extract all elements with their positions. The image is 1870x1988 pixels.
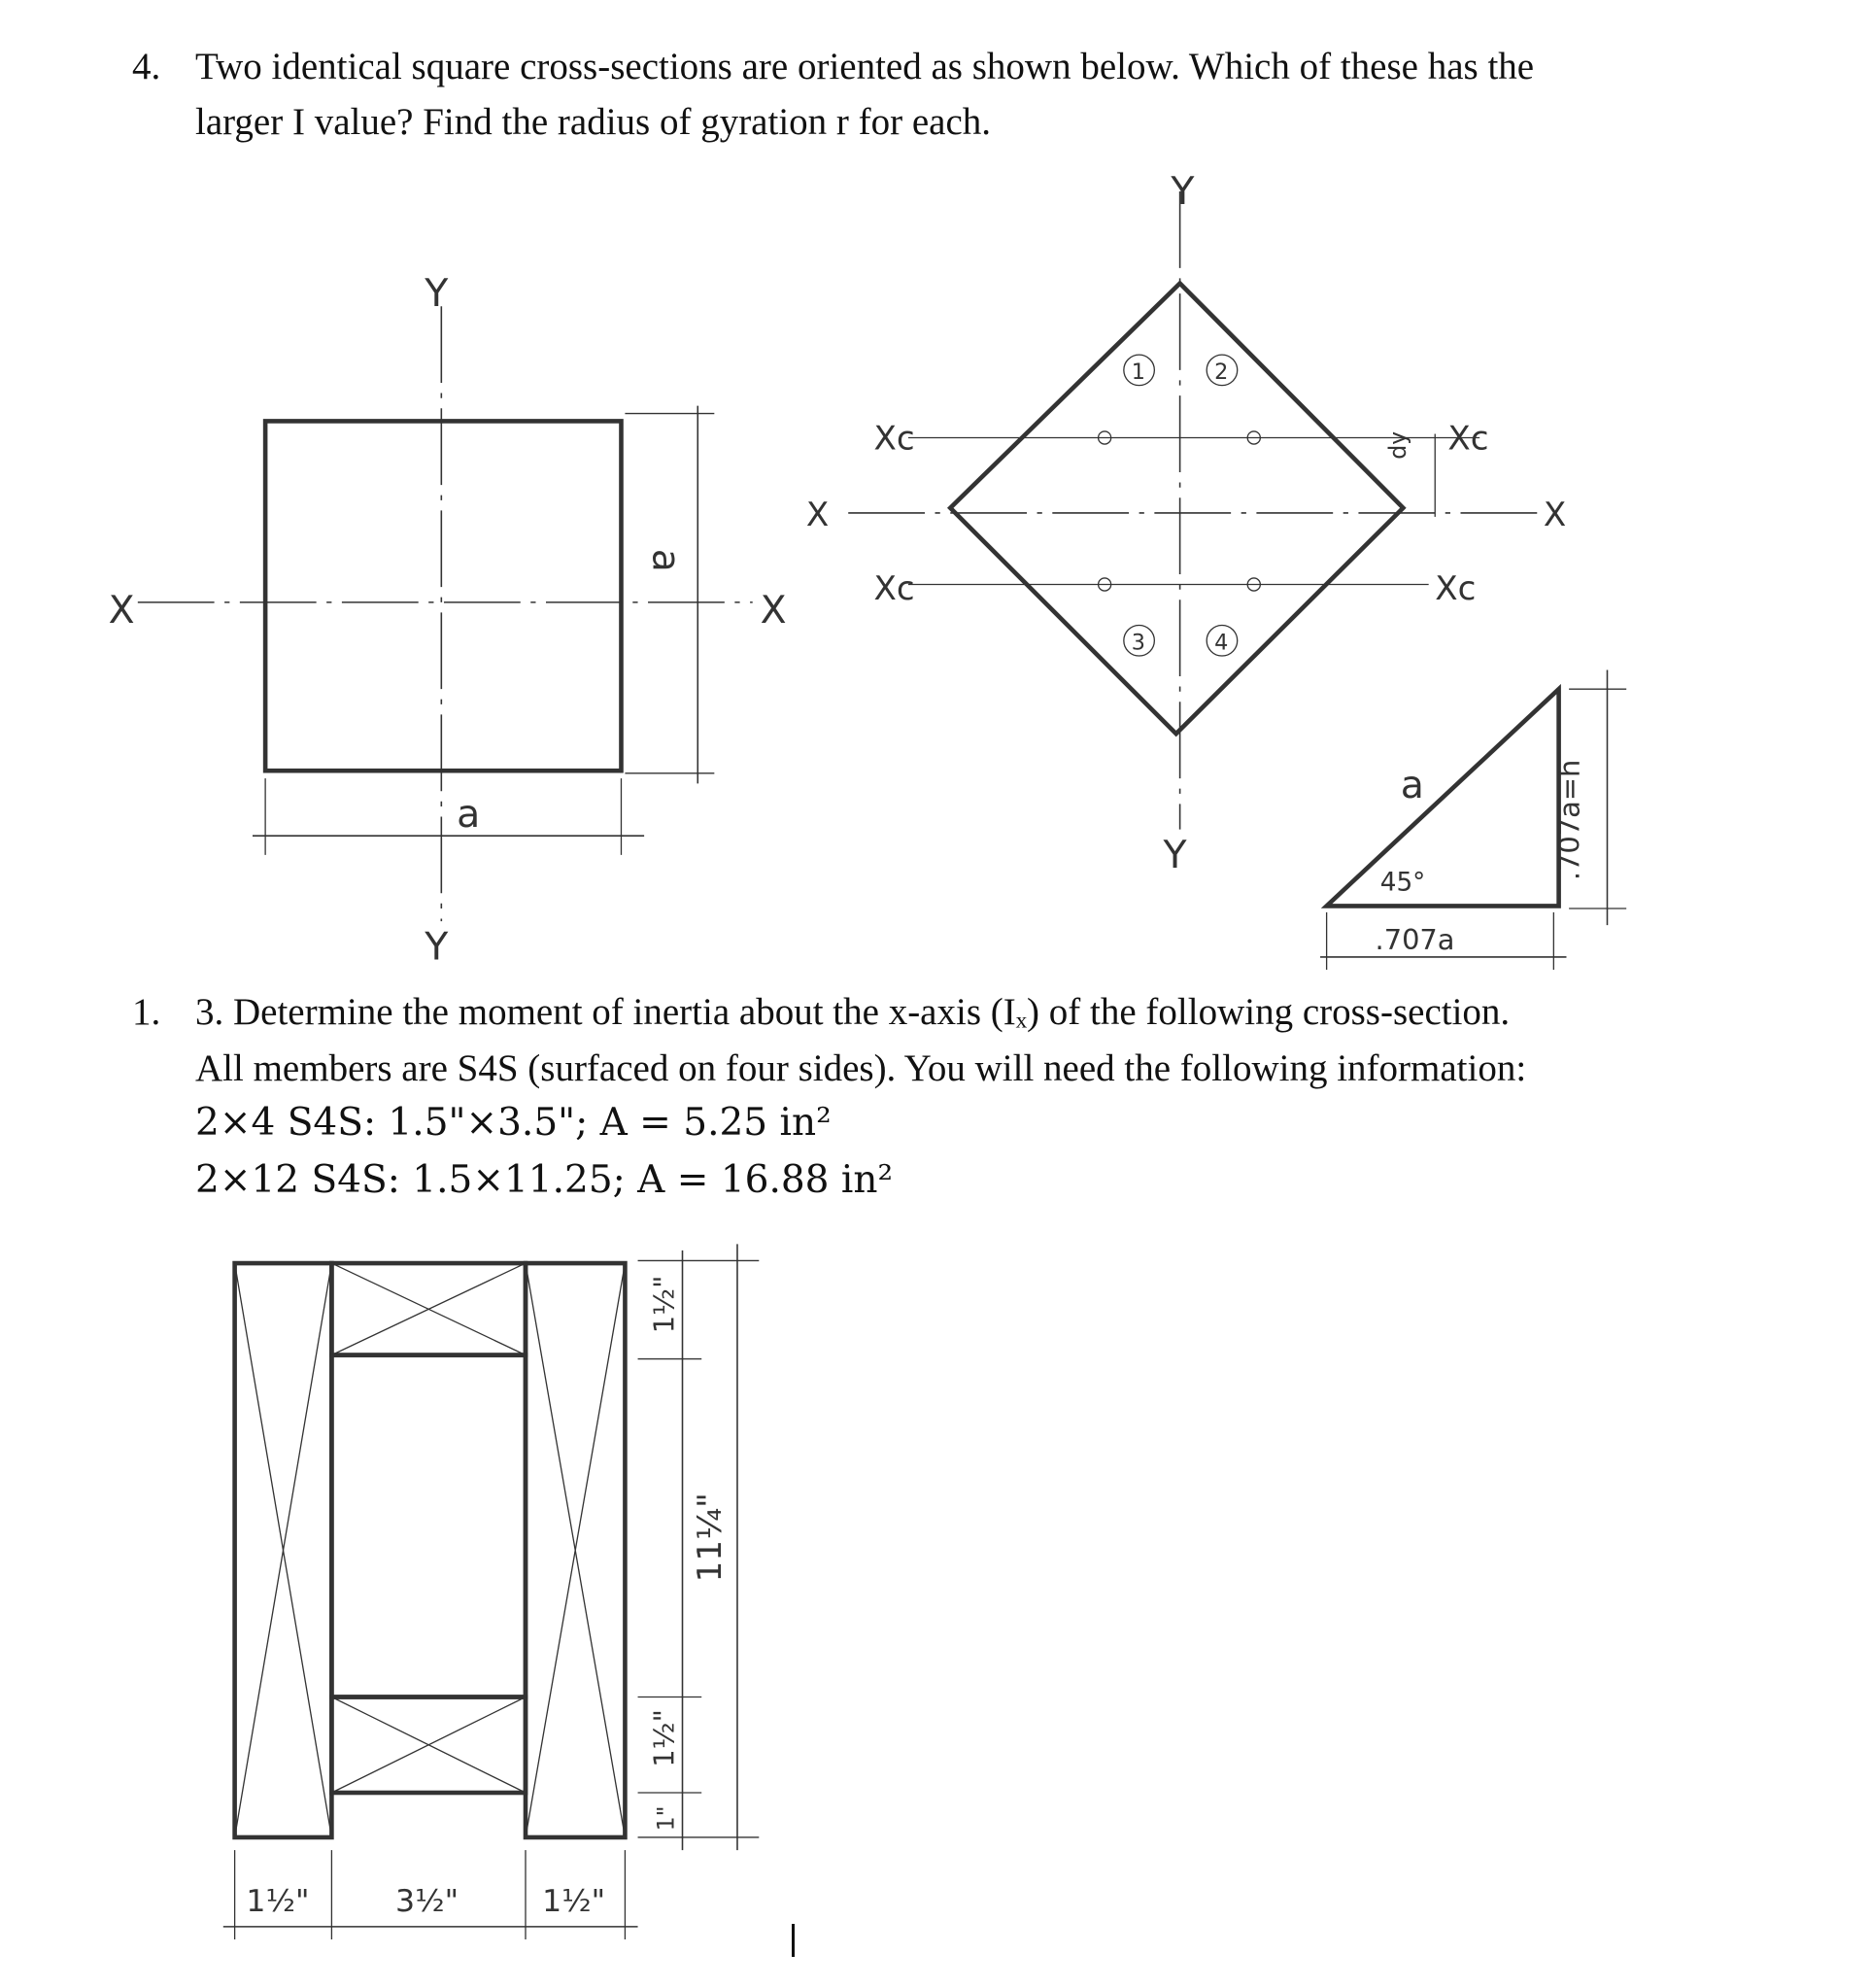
diamond-section-figure <box>848 191 1537 830</box>
dim-total-label: 11¼" <box>690 1492 730 1583</box>
dim-middle-label: 3½" <box>395 1884 459 1920</box>
diamond-x-right-label: X <box>1543 496 1567 535</box>
square-x-left-label: X <box>108 587 135 633</box>
part-3-label: 3 <box>1131 630 1145 656</box>
xc-label-top-left: Xc <box>873 419 915 459</box>
square-y-top-label: Y <box>425 271 449 317</box>
triangle-base-label: .707a <box>1375 923 1455 957</box>
dim-top-label: 1½" <box>647 1275 681 1334</box>
text-cursor <box>792 1924 795 1957</box>
xc-label-bottom-left: Xc <box>873 569 915 609</box>
built-up-section-figure <box>223 1244 760 1939</box>
problem-3-2x4-info: 2×4 S4S: 1.5"×3.5"; A = 5.25 in² <box>195 1101 832 1145</box>
dim-bottom-block-label: 1½" <box>647 1709 681 1767</box>
problem-4-line1: Two identical square cross-sections are oriented as shown below. Which of these has the <box>195 46 1535 87</box>
problem-3-number: 1. <box>132 991 161 1033</box>
part-1-label: 1 <box>1131 360 1145 386</box>
problem-3-line2: All members are S4S (surfaced on four sides). You will need the following information: <box>195 1047 1527 1089</box>
xc-label-top-right: Xc <box>1447 419 1489 459</box>
part-4-label: 4 <box>1214 630 1229 656</box>
dim-right-label: 1½" <box>542 1884 606 1920</box>
square-side-label: a <box>457 791 481 837</box>
square-height-label: a <box>643 548 689 572</box>
diamond-y-bottom-label: Y <box>1163 833 1187 878</box>
dy-label: dy <box>1384 430 1412 460</box>
dim-left-label: 1½" <box>246 1884 310 1920</box>
dim-bottom-small-label: 1" <box>652 1805 680 1832</box>
problem-4-line2: larger I value? Find the radius of gyration r for each. <box>195 101 992 143</box>
problem-3-line1: 3. Determine the moment of inertia about the x-axis (Iₓ) of the following cross-section. <box>195 991 1511 1033</box>
diamond-y-top-label: Y <box>1171 169 1195 215</box>
problem-3-2x12-info: 2×12 S4S: 1.5×11.25; A = 16.88 in² <box>195 1158 894 1202</box>
diamond-x-left-label: X <box>805 496 830 535</box>
triangle-hyp-label: a <box>1400 762 1424 807</box>
part-2-label: 2 <box>1214 360 1229 386</box>
square-x-right-label: X <box>760 587 787 633</box>
square-y-bottom-label: Y <box>425 924 449 970</box>
square-section-figure <box>138 306 753 921</box>
triangle-angle-label: 45° <box>1379 868 1426 898</box>
xc-label-bottom-right: Xc <box>1435 569 1477 609</box>
triangle-height-label: .707a=h <box>1552 759 1586 881</box>
problem-4-number: 4. <box>132 46 161 87</box>
